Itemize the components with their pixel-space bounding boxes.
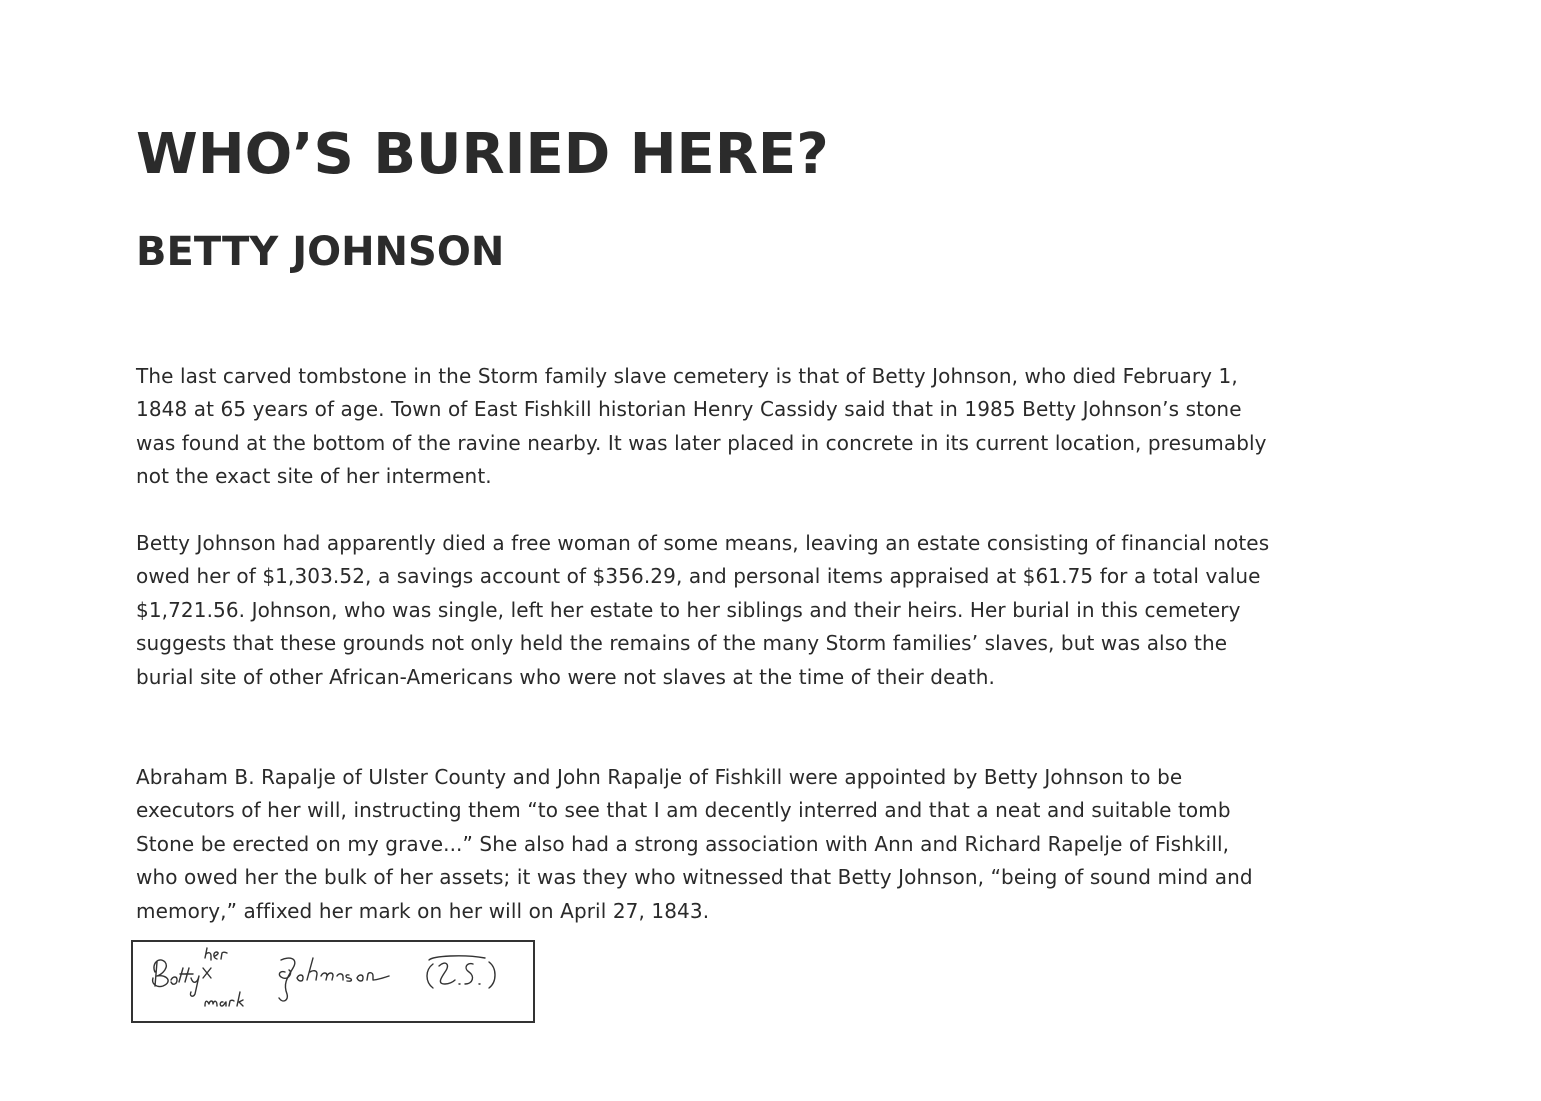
paragraph-1: The last carved tombstone in the Storm family slave cemetery is that of Betty Johnson, who died February 1, 1848 at 65 years of age. Town of East Fishkill historian Henry Cassidy said that in 1985 Betty Johnson’s stone was found at the bottom of the ravine nearby. It was later placed in concrete in its current location, presumably not the exact site of her interment. <box>136 364 1267 489</box>
paragraph-2: Betty Johnson had apparently died a free woman of some means, leaving an estate consisting of financial notes owed her of $1,303.52, a savings account of $356.29, and personal items appraised at $61.75 for a total value $1,721.56. Johnson, who was single, left her estate to her siblings and their heirs. Her burial in this cemetery suggests that these grounds not only held the remains of the many Storm families’ slaves, but was also the burial site of other African-Americans who were not slaves at the time of their death. <box>136 531 1270 689</box>
signature-image <box>131 940 535 1023</box>
paragraph-3: Abraham B. Rapalje of Ulster County and John Rapalje of Fishkill were appointed by Betty Johnson to be executors of her will, instructing them “to see that I am decently interred and that a neat and suitable tomb Stone be erected on my grave...” She also had a strong association with Ann and Richard Rapelje of Fishkill, who owed her the bulk of her assets; it was they who witnessed that Betty Johnson, “being of sound mind and memory,” affixed her mark on her will on April 27, 1843. <box>136 765 1253 923</box>
page-subtitle: BETTY JOHNSON <box>136 229 505 275</box>
page-title: WHO’S BURIED HERE? <box>136 122 829 187</box>
handwritten-signature <box>133 942 533 1021</box>
